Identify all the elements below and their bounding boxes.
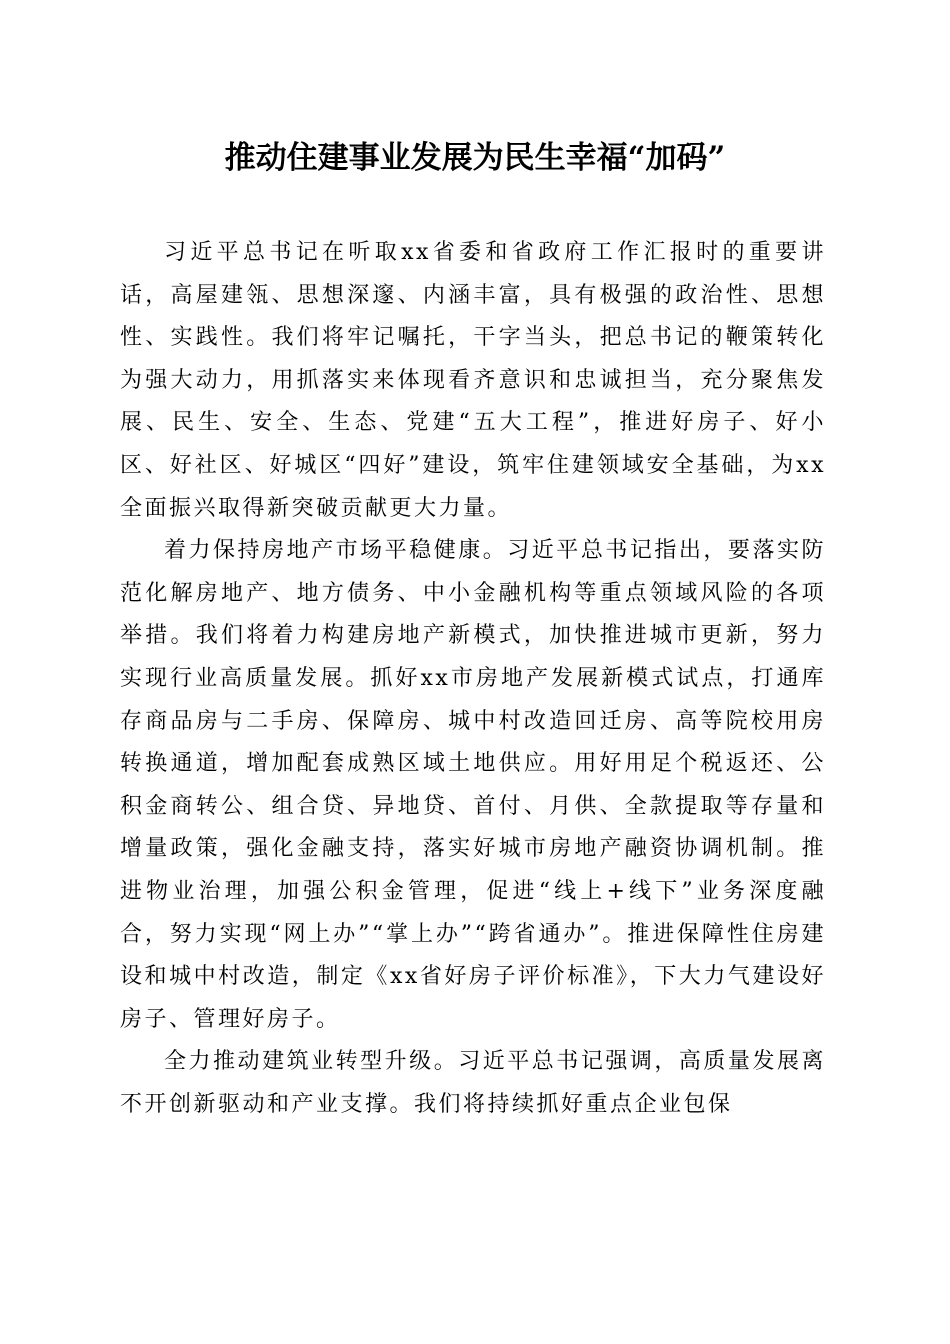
paragraph-real-estate: 着力保持房地产市场平稳健康。习近平总书记指出，要落实防范化解房地产、地方债务、中小金融机构等重点领域风险的各项举措。我们将着力构建房地产新模式，加快推进城市更新，努力实现行业高质量发展。抓好xx市房地产发展新模式试点，打通库存商品房与二手房、保障房、城中村改造回迁房、高等院校用房转换通道，增加配套成熟区域土地供应。用好用足个税返还、公积金商转公、组合贷、异地贷、首付、月供、全款提取等存量和增量政策，强化金融支持，落实好城市房地产融资协调机制。推进物业治理，加强公积金管理，促进“线上+线下”业务深度融合，努力实现“网上办”“掌上办”“跨省通办”。推进保障性住房建设和城中村改造，制定《xx省好房子评价标准》，下大力气建设好房子、管理好房子。 [120, 538, 826, 1032]
document-title: 推动住建事业发展为民生幸福“加码” [224, 140, 726, 176]
paragraph-construction: 全力推动建筑业转型升级。习近平总书记强调，高质量发展离不开创新驱动和产业支撑。我们将持续抓好重点企业包保 [120, 1049, 826, 1117]
document-body [120, 232, 826, 1126]
paragraph-intro: 习近平总书记在听取xx省委和省政府工作汇报时的重要讲话，高屋建瓴、思想深邃、内涵丰富，具有极强的政治性、思想性、实践性。我们将牢记嘱托，干字当头，把总书记的鞭策转化为强大动力，用抓落实来体现看齐意识和忠诚担当，充分聚焦发展、民生、安全、生态、党建“五大工程”，推进好房子、好小区、好社区、好城区“四好”建设，筑牢住建领域安全基础，为xx全面振兴取得新突破贡献更大力量。 [120, 240, 826, 521]
